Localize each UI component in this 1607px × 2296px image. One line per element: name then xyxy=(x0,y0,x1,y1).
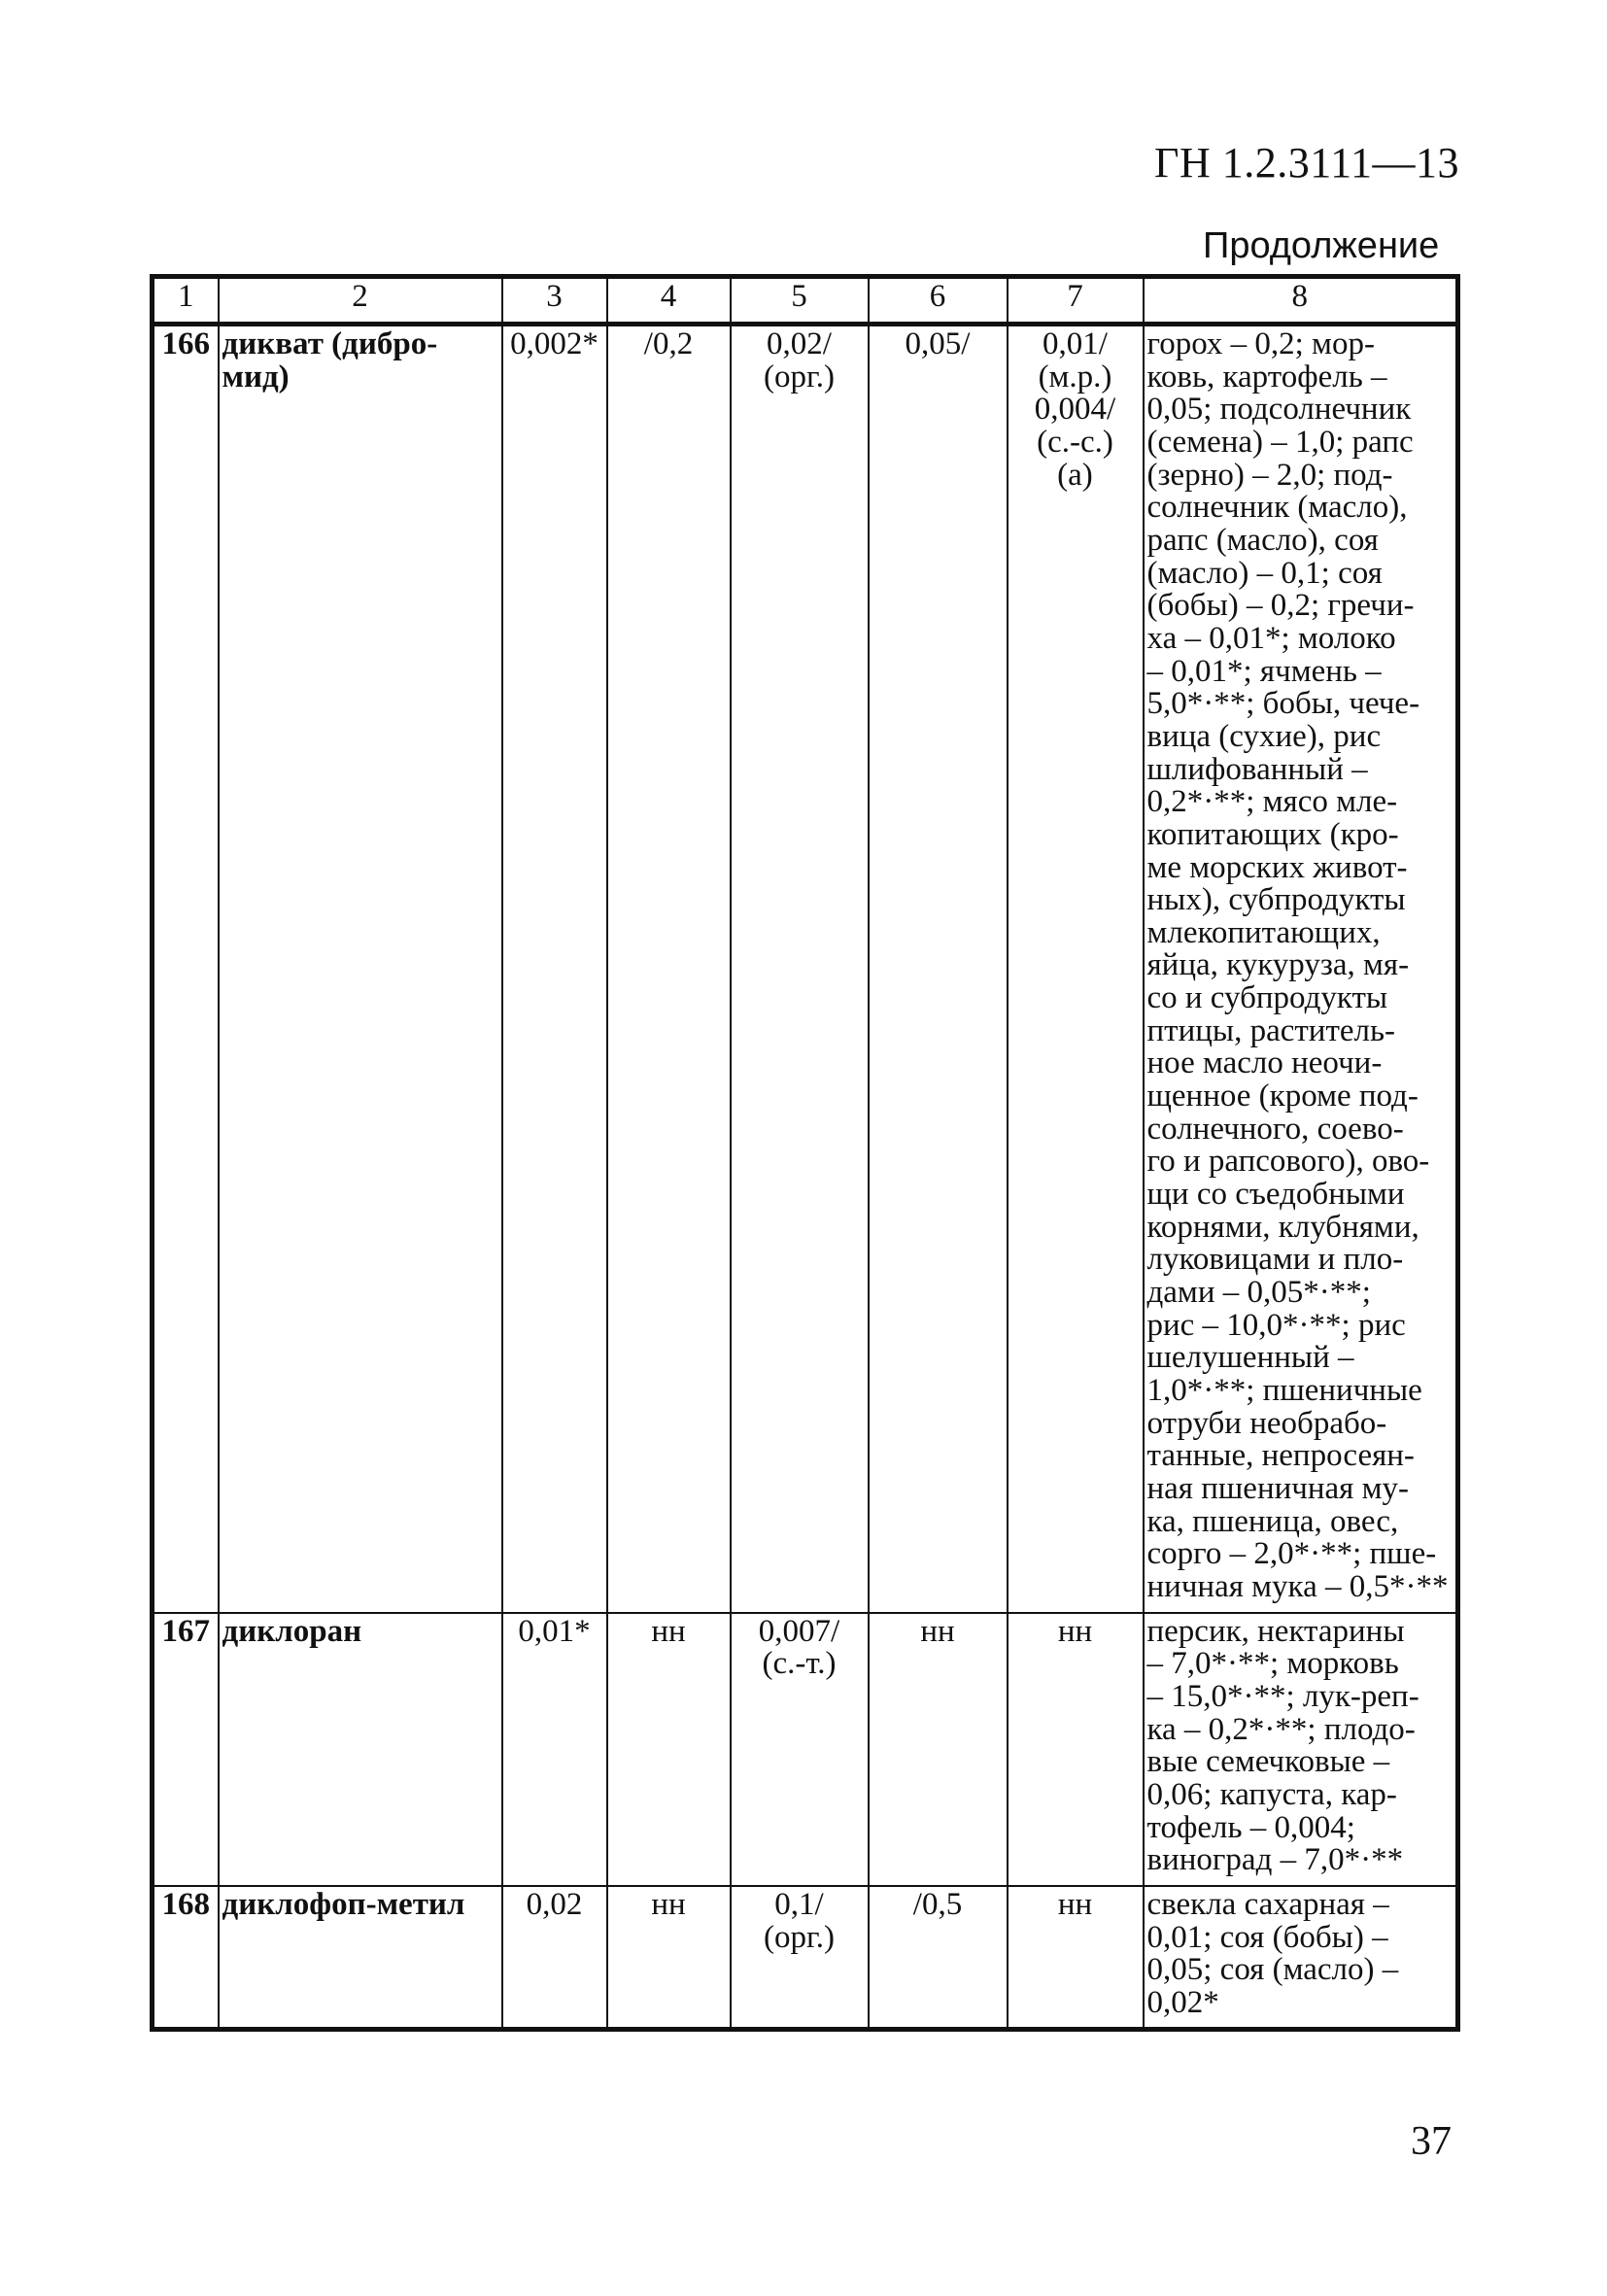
cell-text-line: луковицами и пло- xyxy=(1146,1242,1404,1278)
cell-text-line: 0,007/ xyxy=(758,1613,840,1649)
substance-name-cell xyxy=(219,1886,502,2030)
cell-text-line: нн xyxy=(651,1886,686,1922)
substance-name-cell xyxy=(219,1613,502,1886)
column-4-cell xyxy=(607,1886,731,2030)
cell-text-line: тофель – 0,004; xyxy=(1146,1809,1355,1845)
cell-text-line: солнечник (масло), xyxy=(1146,490,1408,526)
column-header: 4 xyxy=(607,277,731,325)
cell-text-line: ных), субпродукты xyxy=(1146,882,1406,918)
cell-text-line: виноград – 7,0*·** xyxy=(1146,1842,1404,1878)
column-8-cell xyxy=(1144,1886,1458,2030)
table-row xyxy=(153,1613,1458,1886)
cell-text-line: 0,002* xyxy=(510,326,598,361)
cell-text-line: свекла сахарная – xyxy=(1146,1886,1389,1922)
cell-text-line: ме морских живот- xyxy=(1146,849,1408,885)
cell-text-line: со и субпродукты xyxy=(1146,980,1388,1016)
cell-text-line: – 7,0*·**; морковь xyxy=(1146,1646,1399,1682)
column-header: 3 xyxy=(502,277,607,325)
cell-text-line: 0,02/ xyxy=(767,326,832,361)
cell-text-line: 0,2*·**; мясо мле- xyxy=(1146,784,1398,820)
cell-text-line: нн xyxy=(651,1613,686,1649)
cell-text-line: (орг.) xyxy=(763,1919,836,1955)
column-6-cell xyxy=(869,1613,1008,1886)
cell-text-line: (семена) – 1,0; рапс xyxy=(1146,424,1414,460)
table-row xyxy=(153,1886,1458,2030)
cell-text-line: птицы, раститель- xyxy=(1146,1012,1396,1048)
cell-text-line: ха – 0,01*; молоко xyxy=(1146,620,1396,656)
cell-text-line: вые семечковые – xyxy=(1146,1744,1390,1780)
column-header: 8 xyxy=(1144,277,1458,325)
cell-text-line: солнечного, соево- xyxy=(1146,1111,1404,1147)
cell-text-line: сорго – 2,0*·**; пше- xyxy=(1146,1536,1437,1572)
cell-text-line: дами – 0,05*·**; xyxy=(1146,1275,1371,1311)
cell-text-line: го и рапсового), ово- xyxy=(1146,1144,1430,1180)
cell-text-line: персик, нектарины xyxy=(1146,1613,1405,1649)
cell-text-line: 0,01; соя (бобы) – xyxy=(1146,1919,1388,1955)
column-3-cell xyxy=(502,1886,607,2030)
column-4-cell xyxy=(607,325,731,1613)
cell-text-line: 0,02* xyxy=(1146,1984,1219,2020)
column-6-cell xyxy=(869,1886,1008,2030)
document-code: ГН 1.2.3111—13 xyxy=(1154,139,1459,187)
column-5-cell xyxy=(731,325,869,1613)
cell-text-line: (с.-т.) xyxy=(762,1646,837,1682)
cell-text-line: 0,05; подсолнечник xyxy=(1146,392,1412,428)
column-7-cell xyxy=(1008,1886,1144,2030)
cell-text-line: 0,02 xyxy=(526,1886,583,1922)
cell-text-line: шелушенный – xyxy=(1146,1340,1354,1376)
cell-text-line: 1,0*·**; пшеничные xyxy=(1146,1373,1422,1408)
cell-text-line: ковь, картофель – xyxy=(1146,359,1387,394)
cell-text-line: горох – 0,2; мор- xyxy=(1146,326,1375,361)
cell-text-line: – 0,01*; ячмень – xyxy=(1146,653,1382,689)
cell-text-line: нн xyxy=(1057,1886,1093,1922)
cell-text-line: (зерно) – 2,0; под- xyxy=(1146,457,1393,493)
cell-text-line: яйца, кукуруза, мя- xyxy=(1146,947,1410,983)
cell-text-line: щенное (кроме под- xyxy=(1146,1079,1419,1114)
cell-text-line: 5,0*·**; бобы, чече- xyxy=(1146,686,1420,722)
cell-text-line: 0,06; капуста, кар- xyxy=(1146,1776,1397,1812)
cell-text-line: нн xyxy=(920,1613,955,1649)
row-number-cell: 168 xyxy=(153,1886,219,2030)
cell-text-line: щи со съедобными xyxy=(1146,1177,1405,1213)
cell-text-line: 0,05; соя (масло) – xyxy=(1146,1952,1399,1988)
cell-text-line: ка, пшеница, овес, xyxy=(1146,1503,1399,1539)
cell-text-line: (а) xyxy=(1057,457,1093,493)
column-3-cell xyxy=(502,325,607,1613)
cell-text-line: мид) xyxy=(222,359,290,394)
cell-text-line: ное масло неочи- xyxy=(1146,1045,1383,1081)
cell-text-line: 0,004/ xyxy=(1034,392,1116,428)
column-8-cell xyxy=(1144,1613,1458,1886)
cell-text-line: ничная мука – 0,5*·** xyxy=(1146,1568,1449,1604)
column-header: 1 xyxy=(153,277,219,325)
column-header: 5 xyxy=(731,277,869,325)
column-header-row xyxy=(153,277,1458,325)
cell-text-line: отруби необрабо- xyxy=(1146,1405,1387,1441)
column-4-cell xyxy=(607,1613,731,1886)
column-5-cell xyxy=(731,1613,869,1886)
cell-text-line: (масло) – 0,1; соя xyxy=(1146,555,1383,591)
table-row xyxy=(153,325,1458,1613)
substance-name-cell xyxy=(219,325,502,1613)
cell-text-line: 0,05/ xyxy=(905,326,971,361)
data-table xyxy=(150,274,1460,2032)
cell-text-line: ка – 0,2*·**; плодо- xyxy=(1146,1711,1416,1747)
row-number-cell: 166 xyxy=(153,325,219,1613)
cell-text-line: рапс (масло), соя xyxy=(1146,522,1379,558)
column-5-cell xyxy=(731,1886,869,2030)
cell-text-line: копитающих (кро- xyxy=(1146,816,1399,852)
cell-text-line: (м.р.) xyxy=(1038,359,1112,394)
cell-text-line: танные, непросеян- xyxy=(1146,1438,1415,1474)
cell-text-line: диклоран xyxy=(222,1613,362,1649)
column-7-cell xyxy=(1008,1613,1144,1886)
cell-text-line: 0,01* xyxy=(518,1613,591,1649)
cell-text-line: диклофоп-метил xyxy=(222,1886,465,1922)
column-header: 7 xyxy=(1008,277,1144,325)
cell-text-line: млекопитающих, xyxy=(1146,914,1381,950)
cell-text-line: (с.-с.) xyxy=(1037,424,1113,460)
cell-text-line: вица (сухие), рис xyxy=(1146,718,1382,754)
cell-text-line: нн xyxy=(1057,1613,1093,1649)
cell-text-line: – 15,0*·**; лук-реп- xyxy=(1146,1678,1419,1714)
column-3-cell xyxy=(502,1613,607,1886)
cell-text-line: (бобы) – 0,2; гречи- xyxy=(1146,588,1415,624)
column-6-cell xyxy=(869,325,1008,1613)
cell-text-line: 0,01/ xyxy=(1043,326,1108,361)
column-7-cell xyxy=(1008,325,1144,1613)
page-number: 37 xyxy=(1411,2119,1452,2164)
cell-text-line: шлифованный – xyxy=(1146,751,1368,787)
cell-text-line: /0,2 xyxy=(643,326,694,361)
column-8-cell xyxy=(1144,325,1458,1613)
cell-text-line: корнями, клубнями, xyxy=(1146,1209,1419,1245)
cell-text-line: дикват (дибро- xyxy=(222,326,438,361)
cell-text-line: /0,5 xyxy=(912,1886,963,1922)
cell-text-line: 0,1/ xyxy=(774,1886,824,1922)
continuation-label: Продолжение xyxy=(1203,225,1440,266)
cell-text-line: ная пшеничная му- xyxy=(1146,1470,1409,1506)
column-header: 2 xyxy=(219,277,502,325)
table-body xyxy=(153,325,1458,2030)
row-number-cell: 167 xyxy=(153,1613,219,1886)
cell-text-line: рис – 10,0*·**; рис xyxy=(1146,1307,1406,1343)
column-header: 6 xyxy=(869,277,1008,325)
cell-text-line: (орг.) xyxy=(763,359,836,394)
